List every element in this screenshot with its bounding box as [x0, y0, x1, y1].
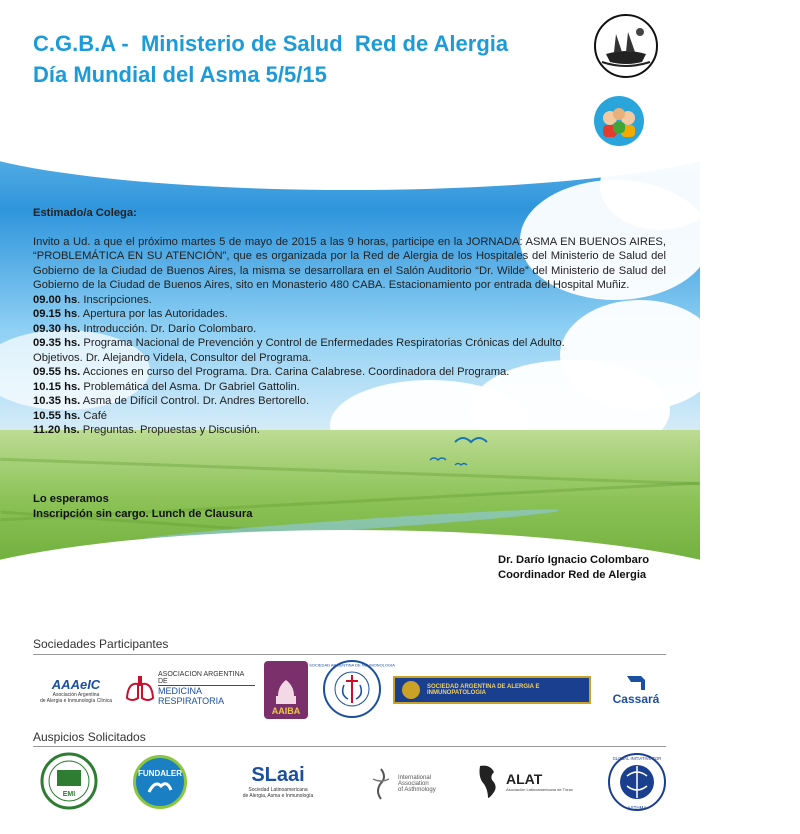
participating-rule	[33, 654, 666, 655]
schedule-item	[33, 365, 666, 380]
schedule-item	[33, 380, 666, 395]
buenos-aires-shield-icon	[594, 14, 658, 78]
closing-line-2: Inscripción sin cargo. Lunch de Clausura	[33, 507, 253, 520]
aaaeic-main: AAAeIC	[51, 676, 101, 692]
schedule-text: . Apertura por las Autoridades.	[77, 308, 228, 320]
aamr-line-1: ASOCIACION ARGENTINA DE	[158, 670, 244, 685]
fundaler-logo	[133, 755, 187, 809]
schedule-time: 11.20 hs.	[33, 424, 80, 436]
aamr-line-2: MEDICINA RESPIRATORIA	[158, 685, 255, 706]
signature-role: Coordinador Red de Alergia	[498, 569, 647, 581]
greeting: Estimado/a Colega:	[33, 207, 137, 219]
schedule-item	[33, 351, 666, 366]
aaaeic-sub-1: Asociación Argentina	[52, 691, 100, 698]
gina-ring-text: GLOBAL INITIATIVE FOR	[612, 756, 662, 761]
schedule-time: 10.15 hs.	[33, 380, 81, 393]
signature	[498, 553, 649, 583]
cassara-text: Cassará	[612, 692, 660, 706]
schedule-time: 10.55 hs.	[33, 409, 81, 422]
participating-label: Sociedades Participantes	[33, 637, 169, 651]
aaiba-main: AAIBA	[271, 706, 301, 716]
slaai-sub-1: Sociedad Latinoamericana	[248, 786, 308, 793]
schedule-time: 09.15 hs	[33, 308, 78, 320]
schedule-time: 09.00 hs	[33, 293, 78, 306]
schedule-time: 09.35 hs.	[33, 337, 81, 349]
schedule-item	[33, 423, 666, 438]
aaiba-logo	[264, 661, 308, 719]
schedule-text: . Inscripciones.	[77, 293, 152, 306]
closing	[33, 492, 252, 521]
gina-logo	[607, 752, 667, 812]
schedule-text: Introducción. Dr. Darío Colombaro.	[80, 322, 257, 335]
americas-map-icon	[474, 762, 502, 800]
emi-logo	[40, 752, 98, 810]
building-icon	[271, 678, 301, 706]
cassara-logo	[606, 670, 666, 710]
ias-figure-icon	[368, 767, 394, 801]
schedule-text: Café	[80, 409, 108, 422]
slaai-main: SLaai	[251, 763, 305, 786]
alat-logo	[474, 760, 578, 802]
ias-line-2: Association	[398, 781, 429, 787]
schedule-text: Asma de Difícil Control. Dr. Andres Bertorello.	[80, 395, 310, 407]
schedule-text: Acciones en curso del Programa. Dra. Carina Calabrese. Coordinadora del Programa.	[80, 366, 510, 378]
schedule-text: Objetivos. Dr. Alejandro Videla, Consultor del Programa.	[33, 351, 312, 364]
emi-text: EMI	[62, 791, 76, 798]
schedule-item	[33, 394, 666, 409]
seal-icon	[401, 680, 421, 700]
cassara-mark-icon	[625, 674, 647, 692]
aaaeic-sub-2: de Alergia e Inmunología Clínica	[40, 697, 112, 704]
schedule-text: Preguntas. Propuestas y Discusión.	[79, 424, 260, 436]
schedule-text: Programa Nacional de Prevención y Control de Enfermedades Respiratorias Crónicas del Adulto.	[80, 337, 565, 349]
alat-main: ALAT	[506, 770, 543, 787]
red-alergia-kids-icon	[594, 96, 644, 146]
alat-sub: Asociación Latinoamericana de Tórax	[506, 786, 573, 792]
schedule-time: 09.30 hs.	[33, 322, 81, 335]
hands-icon	[147, 778, 173, 796]
fundaler-text: FUNDALER	[138, 768, 182, 778]
saai-banner-text: SOCIEDAD ARGENTINA DE ALERGIA E INMUNOPATOLOGIA	[427, 684, 540, 696]
gina-bottom-text: ASTHMA	[627, 805, 647, 810]
title-line-1: C.G.B.A - Ministerio de Salud Red de Alergia	[33, 31, 509, 56]
slaai-logo	[222, 757, 334, 805]
schedule-list	[33, 293, 666, 438]
sociedad-neumonologia-logo	[309, 659, 395, 719]
sociedad-neumonologia-ring-text: SOCIEDAD ARGENTINA DE NEUMONOLOGIA	[309, 662, 395, 668]
lungs-icon	[125, 672, 155, 704]
saai-banner-logo	[393, 676, 591, 704]
requested-rule	[33, 746, 666, 747]
ias-line-1: International	[398, 775, 432, 781]
intro-paragraph: Invito a Ud. a que el próximo martes 5 de mayo de 2015 a las 9 horas, participe en la JORNADA: ASMA EN BUENOS AIRES, “PROBLEMÁTICA EN SU ATENCIÓN”, que es organizada por la Red de Alergia de los Hospitales del Ministerio de Salud del Gobierno de la Ciudad de Buenos Aires, la misma se desarrollara en el Salón Auditorio “Dr. Wilde” del Ministerio de Salud del Gobierno de la Ciudad de Buenos Aires, sito en Monasterio 480 CABA. Estacionamiento por entrada del Hospital Muñiz.	[33, 235, 666, 291]
schedule-text: Problemática del Asma. Dr Gabriel Gattolin.	[80, 380, 300, 393]
slaai-sub-2: de Alergia, Asma e Inmunología	[242, 792, 314, 799]
field-line	[0, 458, 700, 485]
schedule-item	[33, 322, 666, 337]
schedule-item	[33, 409, 666, 424]
aaaeic-logo	[40, 670, 112, 710]
schedule-time: 10.35 hs.	[33, 395, 81, 407]
ias-logo	[368, 764, 456, 804]
ias-line-3: of Asthmology	[398, 787, 436, 793]
requested-label: Auspicios Solicitados	[33, 730, 146, 744]
schedule-time: 09.55 hs.	[33, 366, 81, 378]
closing-line-1: Lo esperamos	[33, 493, 109, 505]
letter-body	[33, 206, 666, 438]
aamr-logo	[125, 668, 255, 708]
schedule-item	[33, 307, 666, 322]
schedule-item	[33, 293, 666, 308]
signature-name: Dr. Darío Ignacio Colombaro	[498, 554, 650, 566]
title-line-2: Día Mundial del Asma 5/5/15	[33, 62, 327, 87]
schedule-item	[33, 336, 666, 351]
